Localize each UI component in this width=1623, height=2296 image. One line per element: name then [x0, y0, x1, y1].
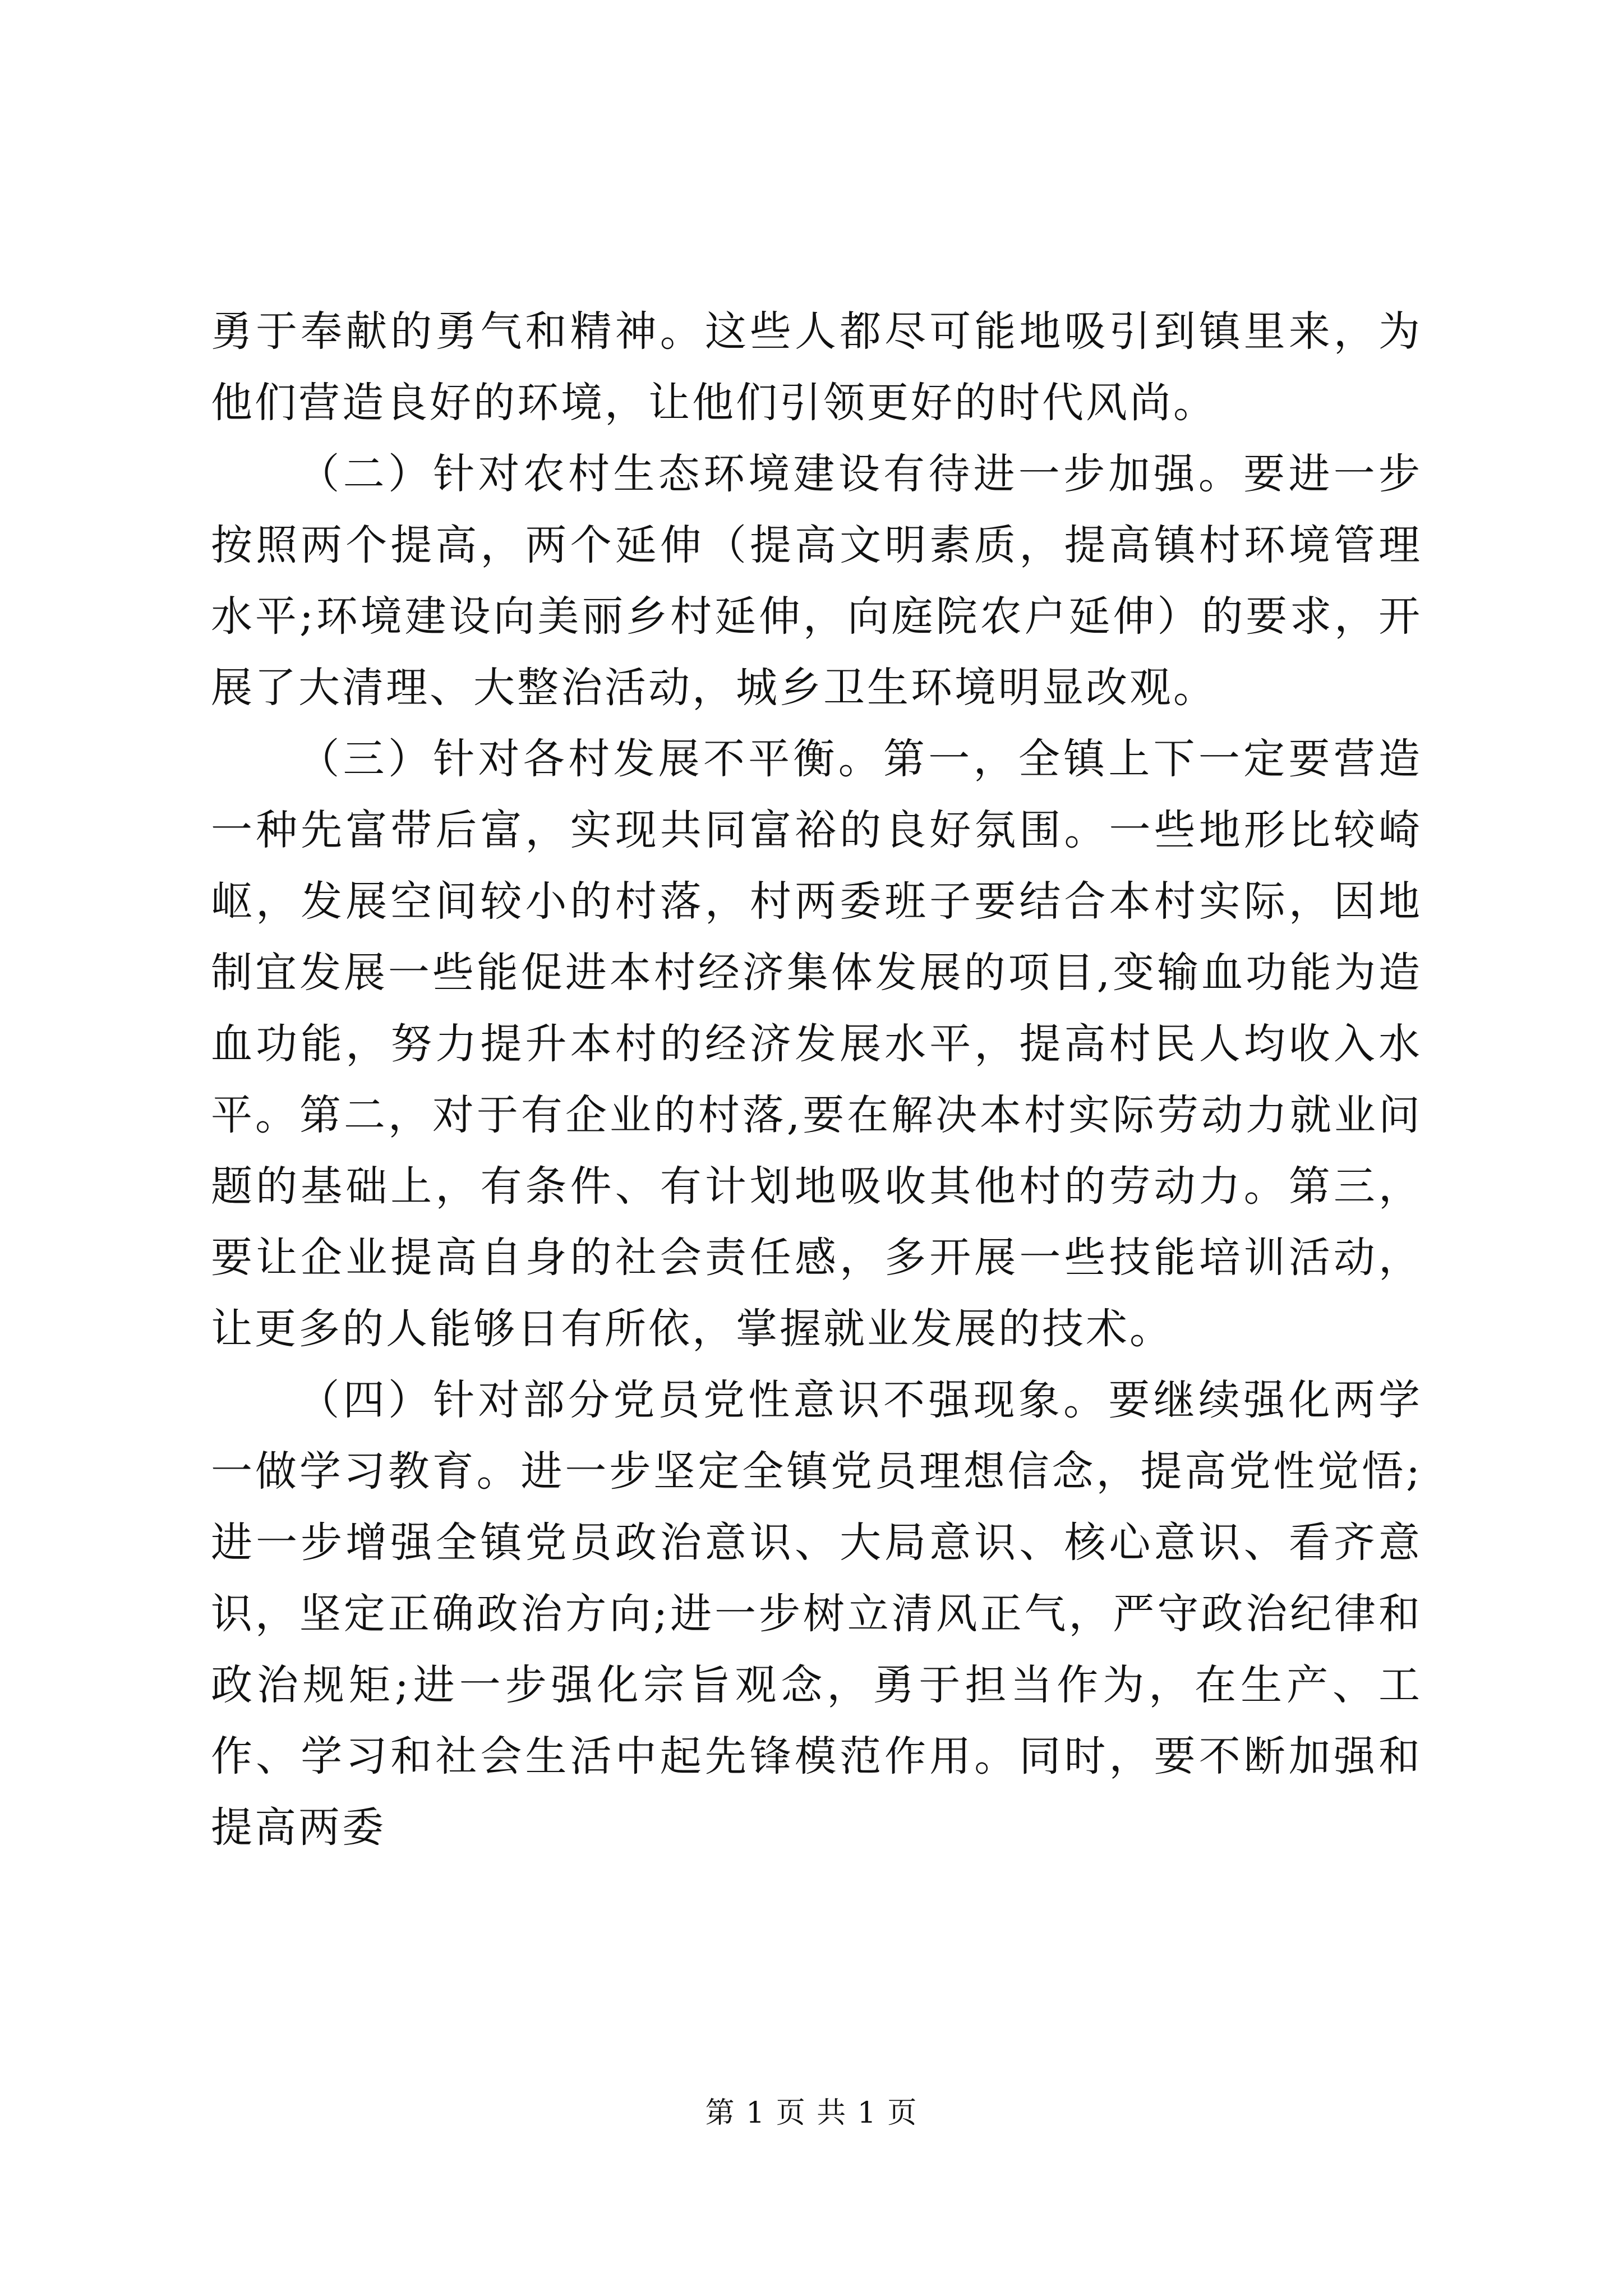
paragraph-ecology: （二）针对农村生态环境建设有待进一步加强。要进一步按照两个提高，两个延伸（提高文明素质，提高镇村环境管理水平;环境建设向美丽乡村延伸，向庭院农户延伸）的要求，开展了大清理、大整治活动，城乡卫生环境明显改观。 [211, 450, 1422, 712]
page-number-footer: 第 1 页 共 1 页 [705, 2096, 918, 2130]
paragraph-village-development: （三）针对各村发展不平衡。第一，全镇上下一定要营造一种先富带后富，实现共同富裕的良好氛围。一些地形比较崎岖，发展空间较小的村落，村两委班子要结合本村实际，因地制宜发展一些能促进本村经济集体发展的项目,变输血功能为造血功能，努力提升本村的经济发展水平，提高村民人均收入水平。第二，对于有企业的村落,要在解决本村实际劳动力就业问题的基础上，有条件、有计划地吸收其他村的劳动力。第三，要让企业提高自身的社会责任感，多开展一些技能培训活动，让更多的人能够日有所依，掌握就业发展的技术。 [211, 735, 1422, 1353]
paragraph-continuation: 勇于奉献的勇气和精神。这些人都尽可能地吸引到镇里来，为他们营造良好的环境，让他们引领更好的时代风尚。 [211, 307, 1422, 427]
document-body [211, 296, 1422, 1864]
paragraph-party-awareness: （四）针对部分党员党性意识不强现象。要继续强化两学一做学习教育。进一步坚定全镇党员理想信念，提高党性觉悟;进一步增强全镇党员政治意识、大局意识、核心意识、看齐意识，坚定正确政治方向;进一步树立清风正气，严守政治纪律和政治规矩;进一步强化宗旨观念，勇于担当作为，在生产、工作、学习和社会生活中起先锋模范作用。同时，要不断加强和提高两委 [211, 1376, 1422, 1852]
